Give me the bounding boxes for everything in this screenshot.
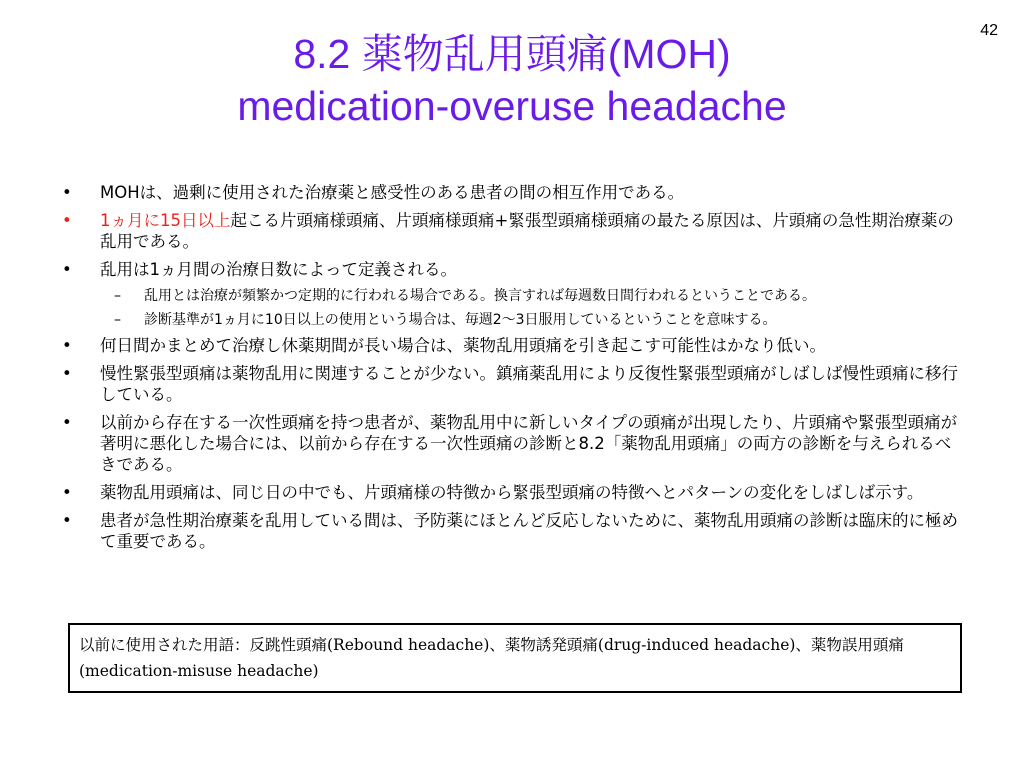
sub-bullet-item <box>56 311 966 329</box>
sub-bullet-text: 診断基準が1ヵ月に10日以上の使用という場合は、毎週2～3日服用しているということを意味する。 <box>144 312 777 328</box>
bullet-item <box>56 182 966 203</box>
bullet-highlight: 1ヵ月に15日以上 <box>100 211 231 230</box>
bullet-marker: • <box>62 483 72 502</box>
sub-bullet-marker: – <box>114 288 121 304</box>
note-text: 以前に使用された用語：反跳性頭痛(Rebound headache)、薬物誘発頭痛(drug-induced headache)、薬物誤用頭痛(medication-misuse headache) <box>79 636 904 680</box>
bullet-text: 薬物乱用頭痛は、同じ日の中でも、片頭痛様の特徴から緊張型頭痛の特徴へとパターンの変化をしばしば示す。 <box>100 483 924 502</box>
bullet-text: 起こる片頭痛様頭痛、片頭痛様頭痛+緊張型頭痛様頭痛の最たる原因は、片頭痛の急性期治療薬の乱用である。 <box>100 211 954 251</box>
bullet-item <box>56 210 966 252</box>
previous-terms-note <box>68 623 962 693</box>
bullet-item <box>56 259 966 280</box>
bullet-marker: • <box>62 413 72 432</box>
bullet-marker: • <box>62 211 72 230</box>
title-line-1: 8.2 薬物乱用頭痛(MOH) <box>293 31 731 77</box>
bullet-text: 乱用は1ヵ月間の治療日数によって定義される。 <box>100 260 457 279</box>
bullet-text: 何日間かまとめて治療し休薬期間が長い場合は、薬物乱用頭痛を引き起こす可能性はかなり低い。 <box>100 336 826 355</box>
sub-bullet-item <box>56 287 966 305</box>
bullet-list <box>56 182 966 559</box>
sub-bullet-marker: – <box>114 312 121 328</box>
page-number: 42 <box>980 22 998 39</box>
bullet-text: MOHは、過剰に使用された治療薬と感受性のある患者の間の相互作用である。 <box>100 183 685 202</box>
title-line-2: medication-overuse headache <box>237 83 787 129</box>
sub-bullet-text: 乱用とは治療が頻繁かつ定期的に行われる場合である。換言すれば毎週数日間行われるということである。 <box>144 288 816 304</box>
bullet-item <box>56 482 966 503</box>
bullet-text: 以前から存在する一次性頭痛を持つ患者が、薬物乱用中に新しいタイプの頭痛が出現したり、片頭痛や緊張型頭痛が著明に悪化した場合には、以前から存在する一次性頭痛の診断と8.2「薬物乱用頭痛」の両方の診断を与えられるべきである。 <box>100 413 958 474</box>
bullet-marker: • <box>62 183 72 202</box>
bullet-marker: • <box>62 260 72 279</box>
bullet-marker: • <box>62 364 72 383</box>
slide-title <box>0 28 1024 132</box>
bullet-text: 患者が急性期治療薬を乱用している間は、予防薬にほとんど反応しないために、薬物乱用頭痛の診断は臨床的に極めて重要である。 <box>100 511 958 551</box>
bullet-item <box>56 510 966 552</box>
bullet-item <box>56 412 966 475</box>
bullet-text: 慢性緊張型頭痛は薬物乱用に関連することが少ない。鎮痛薬乱用により反復性緊張型頭痛がしばしば慢性頭痛に移行している。 <box>100 364 958 404</box>
bullet-marker: • <box>62 336 72 355</box>
bullet-marker: • <box>62 511 72 530</box>
bullet-item <box>56 363 966 405</box>
bullet-item <box>56 335 966 356</box>
